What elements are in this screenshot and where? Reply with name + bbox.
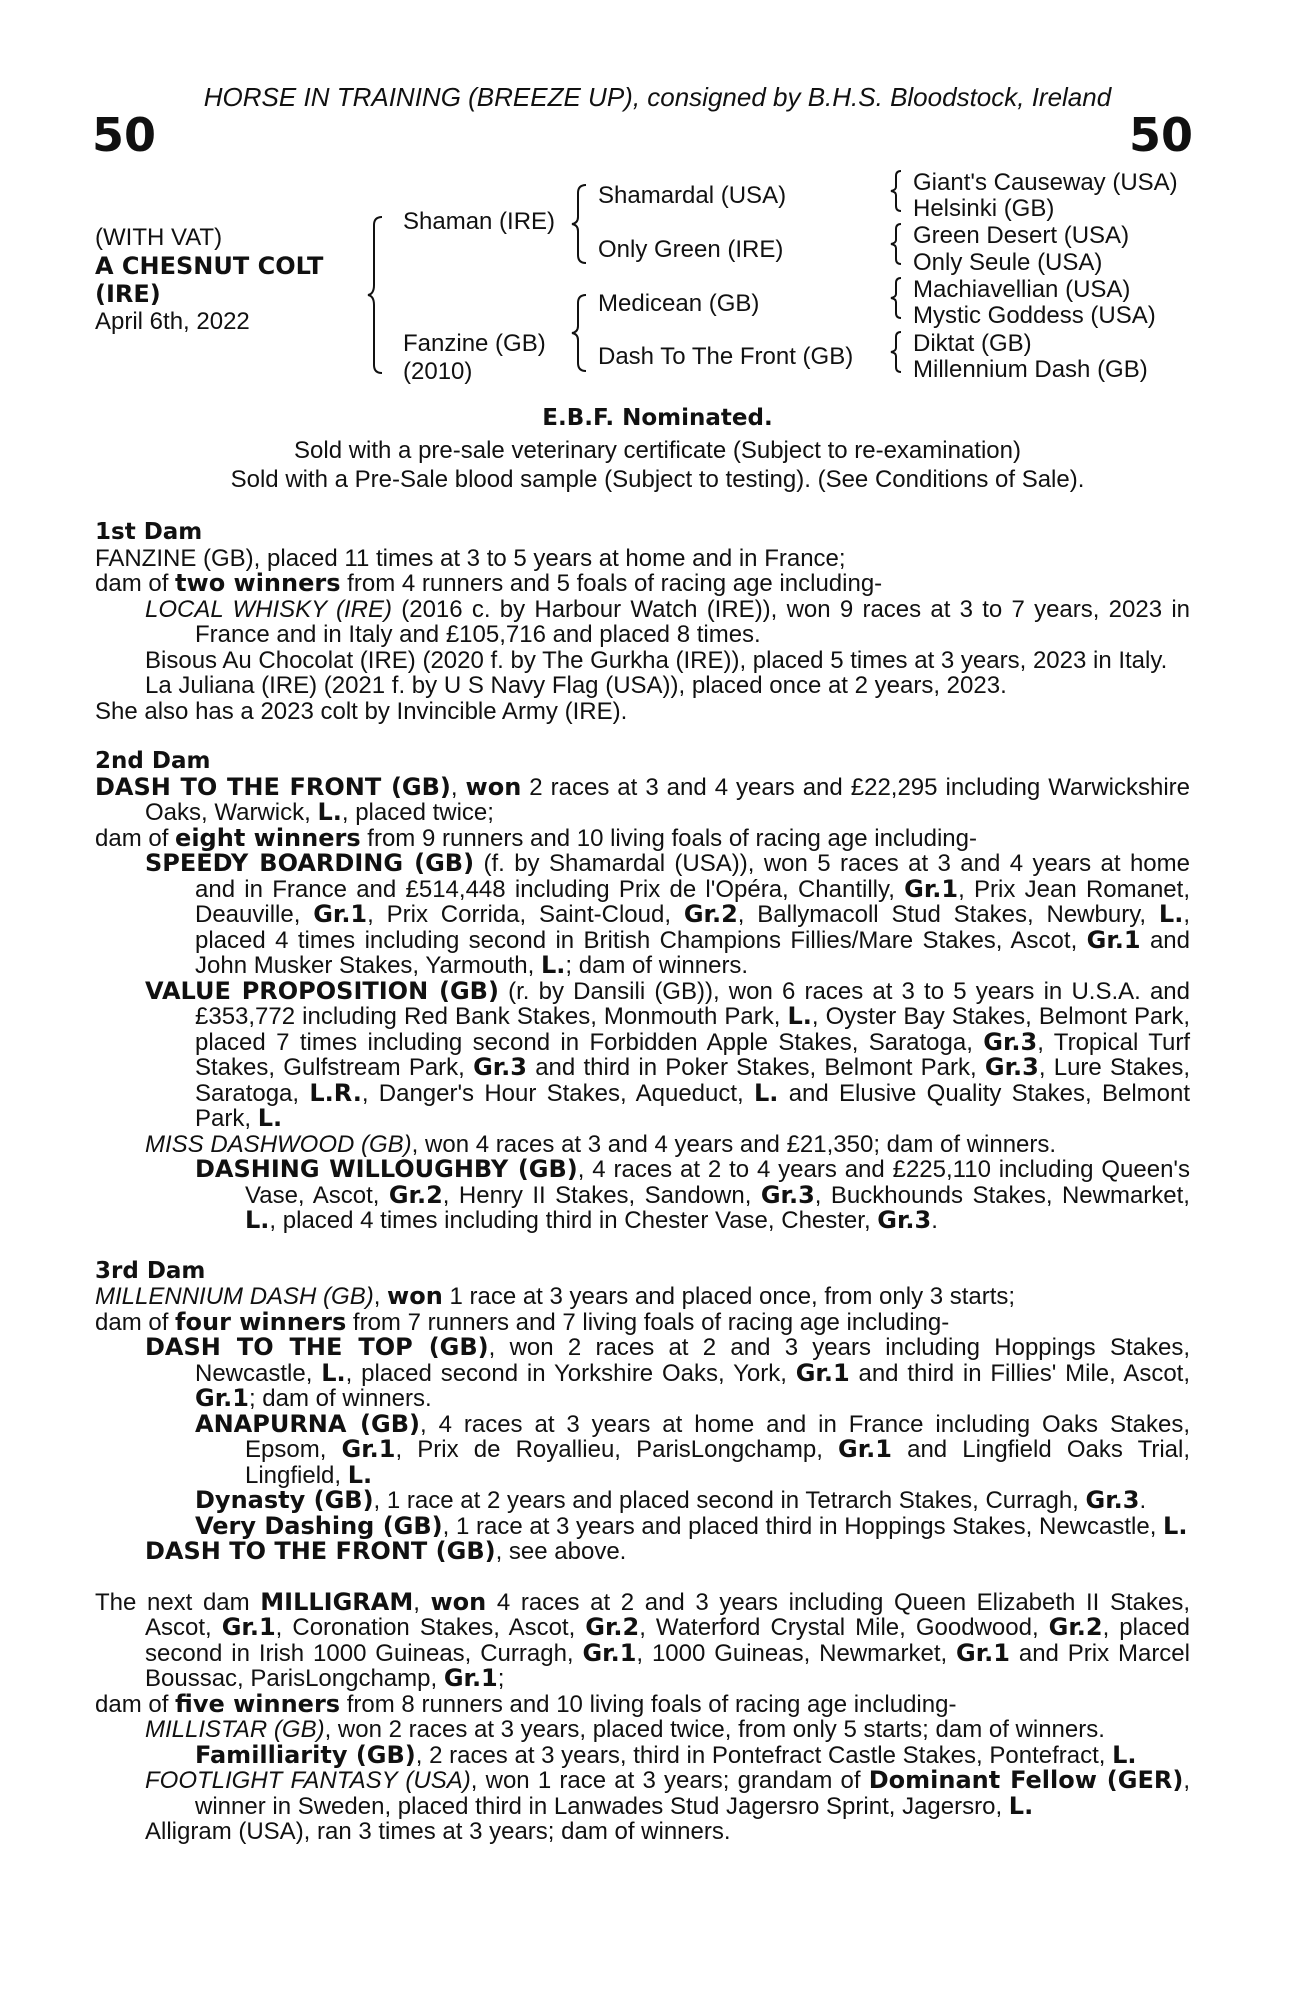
- gp-ds-sire: Machiavellian (USA): [913, 276, 1131, 303]
- next-dam-record: The next dam MILLIGRAM, won 4 races at 2 and 3 years including Queen Elizabeth II Stakes, Ascot, Gr.1, Coronation Stakes, Ascot, Gr.2, Waterford Crystal Mile, Goodwood, Gr.2, placed second in Irish 1000 Guineas, Curragh, Gr.1, 1000 Guineas, Newmarket, Gr.1 and Prix Marcel Boussac, ParisLongchamp, Gr.1;: [95, 1587, 1191, 1692]
- produce-la-juliana: La Juliana (IRE) (2021 f. by U S Navy Flag (USA)), placed once at 2 years, 2023.: [145, 672, 1007, 699]
- catalogue-body: [95, 520, 1190, 1845]
- third-dam-produce: dam of four winners from 7 runners and 7 living foals of racing age including-: [95, 1307, 950, 1336]
- bracket-gp1: [890, 169, 904, 213]
- next-dam-produce: dam of five winners from 8 runners and 10 living foals of racing age including-: [95, 1689, 957, 1718]
- first-dam-also: She also has a 2023 colt by Invincible Army (IRE).: [95, 697, 628, 725]
- first-dam-produce: dam of two winners from 4 runners and 5 foals of racing age including-: [95, 569, 883, 597]
- blood-sample-note: Sold with a Pre-Sale blood sample (Subject to testing). (See Conditions of Sale).: [230, 466, 1085, 493]
- produce-speedy-boarding: SPEEDY BOARDING (GB) (f. by Shamardal (USA)), won 5 races at 3 and 4 years at home and in France and £514,448 including Prix de l'Opéra, Chantilly, Gr.1, Prix Jean Romanet, Deauville, Gr.1, Prix Corrida, Saint-Cloud, Gr.2, Ballymacoll Stud Stakes, Newbury, L., placed 4 times including second in British Champions Fillies/Mare Stakes, Ascot, Gr.1 and John Musker Stakes, Yarmouth, L.; dam of winners.: [145, 849, 1190, 979]
- bracket-gp3: [890, 276, 904, 320]
- sire-sire: Shamardal (USA): [598, 182, 787, 209]
- gp-sd-sire: Green Desert (USA): [913, 222, 1130, 249]
- produce-value-proposition: VALUE PROPOSITION (GB) (r. by Dansili (GB)), won 6 races at 3 to 5 years in U.S.A. and £353,772 including Red Bank Stakes, Monmouth Park, L., Oyster Bay Stakes, Belmont Park, placed 7 times including second in Forbidden Apple Stakes, Saratoga, Gr.3, Tropical Turf Stakes, Gulfstream Park, Gr.3 and third in Poker Stakes, Belmont Park, Gr.3, Lure Stakes, Saratoga, L.R., Danger's Hour Stakes, Aqueduct, L. and Elusive Quality Stakes, Belmont Park, L.: [145, 976, 1191, 1132]
- sire-dam: Only Green (IRE): [598, 236, 784, 263]
- vet-certificate-note: Sold with a pre-sale veterinary certificate (Subject to re-examination): [294, 437, 1021, 464]
- second-dam-record: DASH TO THE FRONT (GB), won 2 races at 3 and 4 years and £22,295 including Warwickshire Oaks, Warwick, L., placed twice;: [95, 772, 1191, 826]
- produce-dynasty: Dynasty (GB), 1 race at 2 years and placed second in Tetrarch Stakes, Curragh, Gr.3.: [195, 1486, 1147, 1514]
- dam-sire: Medicean (GB): [598, 290, 760, 317]
- produce-millistar: MILLISTAR (GB), won 2 races at 3 years, placed twice, from only 5 starts; dam of winners.: [145, 1716, 1105, 1743]
- dam-dam: Dash To The Front (GB): [598, 343, 854, 370]
- produce-anapurna: ANAPURNA (GB), 4 races at 3 years at home and in France including Oaks Stakes, Epsom, Gr.1, Prix de Royallieu, ParisLongchamp, Gr.1 and Lingfield Oaks Trial, Lingfield, L.: [195, 1409, 1191, 1489]
- gp-dd-sire: Diktat (GB): [913, 330, 1032, 357]
- gp-dd-dam: Millennium Dash (GB): [913, 356, 1148, 383]
- third-dam-record: MILLENNIUM DASH (GB), won 1 race at 3 years and placed once, from only 3 starts;: [95, 1282, 1016, 1310]
- produce-local-whisky: LOCAL WHISKY (IRE) (2016 c. by Harbour Watch (IRE)), won 9 races at 3 to 7 years, 2023 in France and in Italy and £105,716 and placed 8 times.: [145, 595, 1190, 648]
- gp-ss-dam: Helsinki (GB): [913, 195, 1055, 222]
- gp-sd-dam: Only Seule (USA): [913, 249, 1103, 276]
- first-dam-line: FANZINE (GB), placed 11 times at 3 to 5 years at home and in France;: [95, 544, 846, 572]
- gp-ss-sire: Giant's Causeway (USA): [913, 169, 1178, 196]
- produce-bisous: Bisous Au Chocolat (IRE) (2020 f. by The Gurkha (IRE)), placed 5 times at 3 years, 2023 in Italy.: [145, 646, 1168, 674]
- produce-footlight-fantasy: FOOTLIGHT FANTASY (USA), won 1 race at 3 years; grandam of Dominant Fellow (GER), winner in Sweden, placed third in Lanwades Stud Jagersro Sprint, Jagersro, L.: [145, 1766, 1190, 1820]
- page-header: HORSE IN TRAINING (BREEZE UP), consigned by B.H.S. Bloodstock, Ireland: [203, 82, 1112, 112]
- produce-dash-to-the-front: DASH TO THE FRONT (GB), see above.: [145, 1537, 627, 1565]
- bracket-sire: [572, 183, 592, 265]
- produce-very-dashing: Very Dashing (GB), 1 race at 3 years and placed third in Hoppings Stakes, Newcastle, L.: [195, 1511, 1188, 1540]
- second-dam-produce: dam of eight winners from 9 runners and 10 living foals of racing age including-: [95, 823, 977, 852]
- horse-origin: (IRE): [95, 280, 161, 308]
- second-dam-heading: 2nd Dam: [95, 748, 211, 774]
- sire-name: Shaman (IRE): [403, 208, 556, 235]
- dam-name: Fanzine (GB): [403, 330, 546, 357]
- lot-number-right: 50: [1128, 108, 1193, 162]
- horse-name: A CHESNUT COLT: [95, 252, 324, 280]
- bracket-gp2: [890, 222, 904, 266]
- produce-dashing-willoughby: DASHING WILLOUGHBY (GB), 4 races at 2 to 4 years and £225,110 including Queen's Vase, Ascot, Gr.2, Henry II Stakes, Sandown, Gr.3, Buckhounds Stakes, Newmarket, L., placed 4 times including third in Chester Vase, Chester, Gr.3.: [195, 1155, 1191, 1234]
- produce-alligram: Alligram (USA), ran 3 times at 3 years; dam of winners.: [145, 1818, 731, 1845]
- produce-dash-to-the-top: DASH TO THE TOP (GB), won 2 races at 2 and 3 years including Hoppings Stakes, Newcastle, L., placed second in Yorkshire Oaks, York, Gr.1 and third in Fillies' Mile, Ascot, Gr.1; dam of winners.: [145, 1333, 1191, 1412]
- subject-block: [95, 224, 323, 336]
- gp-ds-dam: Mystic Goddess (USA): [913, 302, 1156, 329]
- lot-number-left: 50: [92, 108, 157, 162]
- vat-label: (WITH VAT): [95, 224, 223, 251]
- ebf-nominated: E.B.F. Nominated.: [542, 405, 773, 431]
- first-dam-heading: 1st Dam: [95, 519, 203, 545]
- produce-familliarity: Familliarity (GB), 2 races at 3 years, third in Pontefract Castle Stakes, Pontefract, L.: [195, 1740, 1137, 1769]
- bracket-gp4: [890, 330, 904, 374]
- dam-year: (2010): [403, 358, 473, 385]
- foaling-date: April 6th, 2022: [95, 308, 250, 335]
- bracket-dam: [572, 293, 592, 373]
- produce-miss-dashwood: MISS DASHWOOD (GB), won 4 races at 3 and 4 years and £21,350; dam of winners.: [145, 1130, 1057, 1158]
- third-dam-heading: 3rd Dam: [95, 1257, 206, 1284]
- bracket-main: [368, 215, 388, 375]
